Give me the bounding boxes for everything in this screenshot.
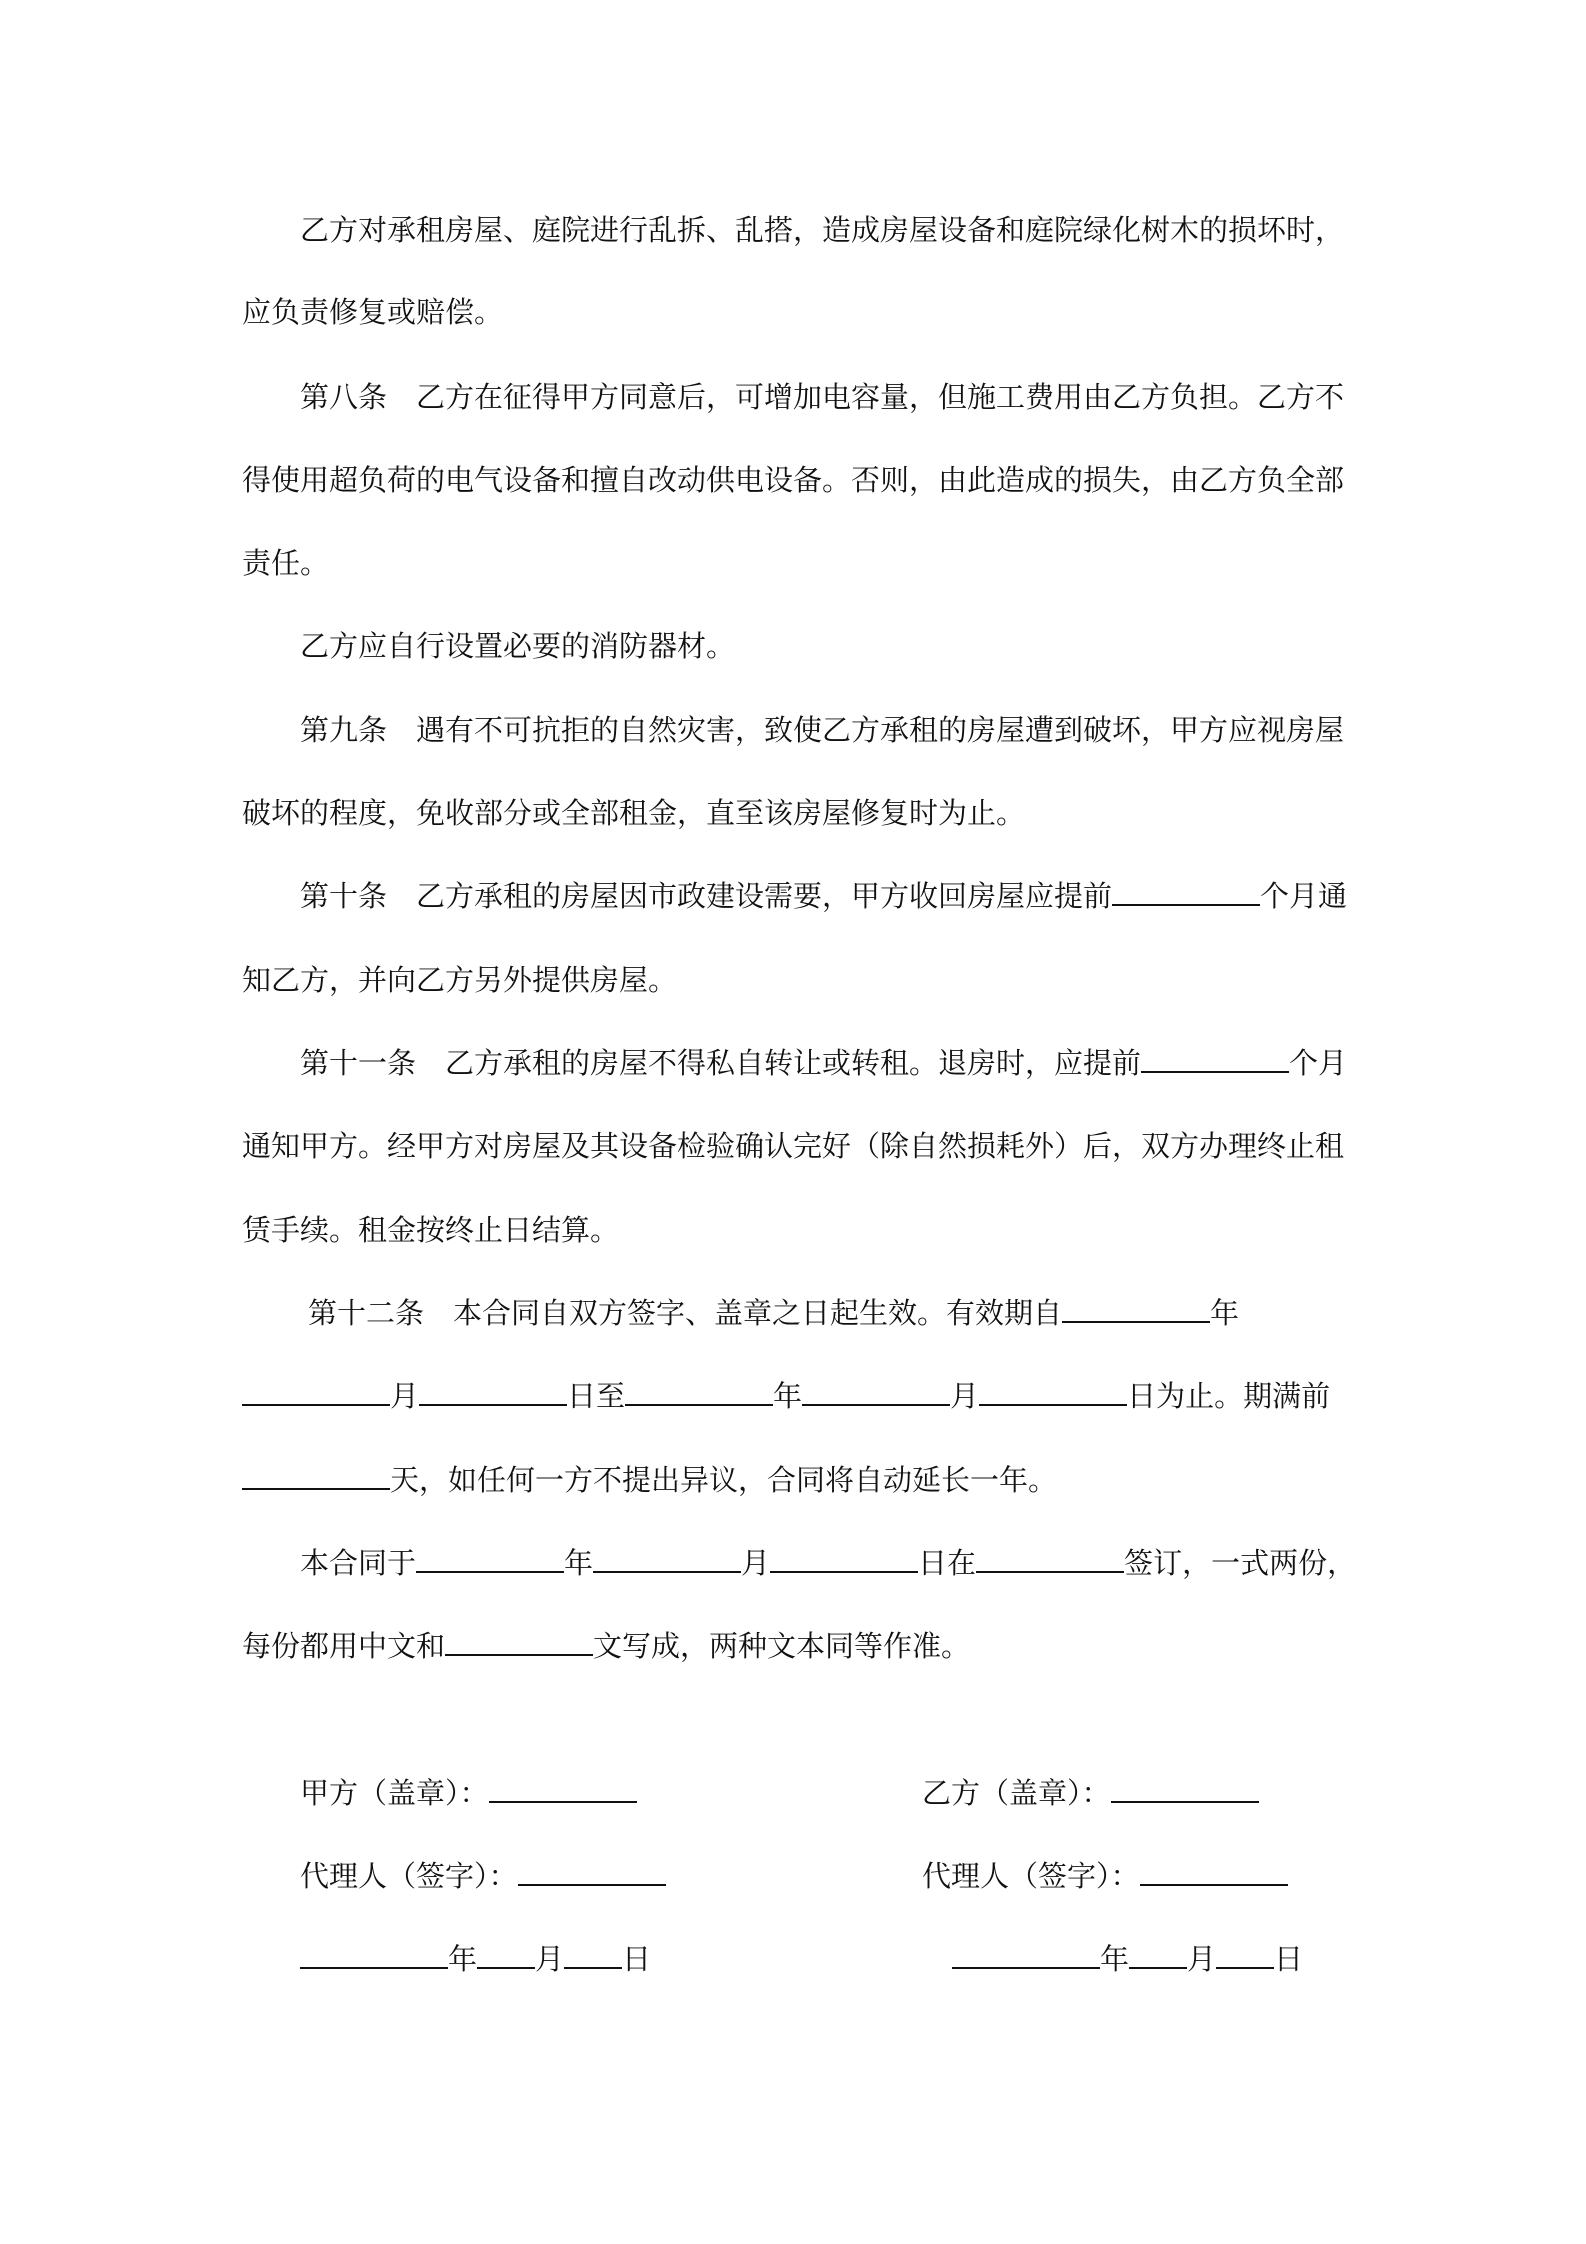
text-segment: 月 [390, 1379, 420, 1413]
text-segment: 年 [564, 1546, 594, 1580]
paragraph-line [242, 1460, 1057, 1500]
day-label: 日 [622, 1942, 652, 1976]
month-label: 月 [1187, 1942, 1217, 1976]
text-segment: 月 [950, 1379, 980, 1413]
paragraph-line: 得使用超负荷的电气设备和擅自改动供电设备。否则，由此造成的损失，由乙方负全部 [242, 463, 1345, 497]
fill-blank[interactable] [976, 1545, 1124, 1573]
article-10-line [300, 876, 1347, 916]
paragraph-line: 乙方对承租房屋、庭院进行乱拆、乱搭，造成房屋设备和庭院绿化树木的损坏时， [300, 213, 1345, 247]
fill-blank[interactable] [625, 1378, 773, 1406]
text-segment: 第十一条 乙方承租的房屋不得私自转让或转租。退房时，应提前 [300, 1046, 1142, 1080]
text-segment: 日至 [567, 1379, 626, 1413]
paragraph-line [242, 1626, 970, 1666]
fill-blank[interactable] [979, 1378, 1127, 1406]
text-segment: 个月 [1289, 1046, 1348, 1080]
paragraph-line [242, 1376, 1330, 1416]
text-segment: 月 [741, 1546, 771, 1580]
fill-blank[interactable] [593, 1545, 741, 1573]
text-segment: 签订，一式两份， [1124, 1546, 1357, 1580]
year-label: 年 [448, 1942, 478, 1976]
day-label: 日 [1274, 1942, 1304, 1976]
year-label: 年 [1100, 1942, 1130, 1976]
paragraph-line: 知乙方，并向乙方另外提供房屋。 [242, 963, 678, 997]
fill-blank[interactable] [419, 1378, 567, 1406]
party-b-seal-blank[interactable] [1111, 1775, 1259, 1803]
fill-blank[interactable] [802, 1378, 950, 1406]
party-a-date-line [300, 1939, 651, 1979]
paragraph-line: 破坏的程度，免收部分或全部租金，直至该房屋修复时为止。 [242, 796, 1026, 830]
text-segment: 本合同于 [300, 1546, 417, 1580]
text-segment: 年 [773, 1379, 803, 1413]
text-segment: 个月通 [1260, 879, 1348, 913]
agent-a-label: 代理人（签字）： [300, 1859, 518, 1893]
paragraph-line: 赁手续。租金按终止日结算。 [242, 1213, 620, 1247]
party-a-seal-line [300, 1773, 637, 1813]
party-b-label: 乙方（盖章）： [922, 1776, 1111, 1810]
fill-blank[interactable] [1141, 1045, 1289, 1073]
text-segment: 第十二条 本合同自双方签字、盖章之日起生效。有效期自 [308, 1296, 1063, 1330]
party-a-label: 甲方（盖章）： [300, 1776, 489, 1810]
fill-blank[interactable] [1062, 1295, 1210, 1323]
party-b-seal-line [922, 1773, 1259, 1813]
text-segment: 日在 [918, 1546, 977, 1580]
article-12-line [308, 1293, 1239, 1333]
article-8-line: 第八条 乙方在征得甲方同意后，可增加电容量，但施工费用由乙方负担。乙方不 [300, 380, 1345, 414]
fill-blank[interactable] [242, 1462, 390, 1490]
agent-a-sign-blank[interactable] [518, 1858, 666, 1886]
text-segment: 日为止。期满前 [1127, 1379, 1331, 1413]
day-blank[interactable] [1216, 1941, 1274, 1969]
fill-blank[interactable] [445, 1628, 593, 1656]
year-blank[interactable] [300, 1941, 448, 1969]
month-label: 月 [535, 1942, 565, 1976]
fill-blank[interactable] [770, 1545, 918, 1573]
fill-blank[interactable] [1112, 878, 1260, 906]
paragraph-line: 责任。 [242, 546, 330, 580]
agent-b-label: 代理人（签字）： [922, 1859, 1140, 1893]
year-blank[interactable] [952, 1941, 1100, 1969]
paragraph-line: 乙方应自行设置必要的消防器材。 [300, 629, 736, 663]
fill-blank[interactable] [242, 1378, 390, 1406]
paragraph-line: 应负责修复或赔偿。 [242, 295, 504, 329]
party-b-date-line [952, 1939, 1303, 1979]
fill-blank[interactable] [416, 1545, 564, 1573]
text-segment: 第十条 乙方承租的房屋因市政建设需要，甲方收回房屋应提前 [300, 879, 1113, 913]
paragraph-line: 通知甲方。经甲方对房屋及其设备检验确认完好（除自然损耗外）后，双方办理终止租 [242, 1129, 1345, 1163]
month-blank[interactable] [1129, 1941, 1187, 1969]
signing-clause-line [300, 1543, 1356, 1583]
article-9-line: 第九条 遇有不可抗拒的自然灾害，致使乙方承租的房屋遭到破坏，甲方应视房屋 [300, 713, 1345, 747]
party-a-seal-blank[interactable] [489, 1775, 637, 1803]
text-segment: 天，如任何一方不提出异议，合同将自动延长一年。 [390, 1463, 1058, 1497]
day-blank[interactable] [564, 1941, 622, 1969]
agent-a-sign-line [300, 1856, 666, 1896]
month-blank[interactable] [477, 1941, 535, 1969]
text-segment: 文写成，两种文本同等作准。 [593, 1629, 971, 1663]
agent-b-sign-line [922, 1856, 1288, 1896]
agent-b-sign-blank[interactable] [1140, 1858, 1288, 1886]
article-11-line [300, 1043, 1347, 1083]
text-segment: 年 [1210, 1296, 1240, 1330]
text-segment: 每份都用中文和 [242, 1629, 446, 1663]
